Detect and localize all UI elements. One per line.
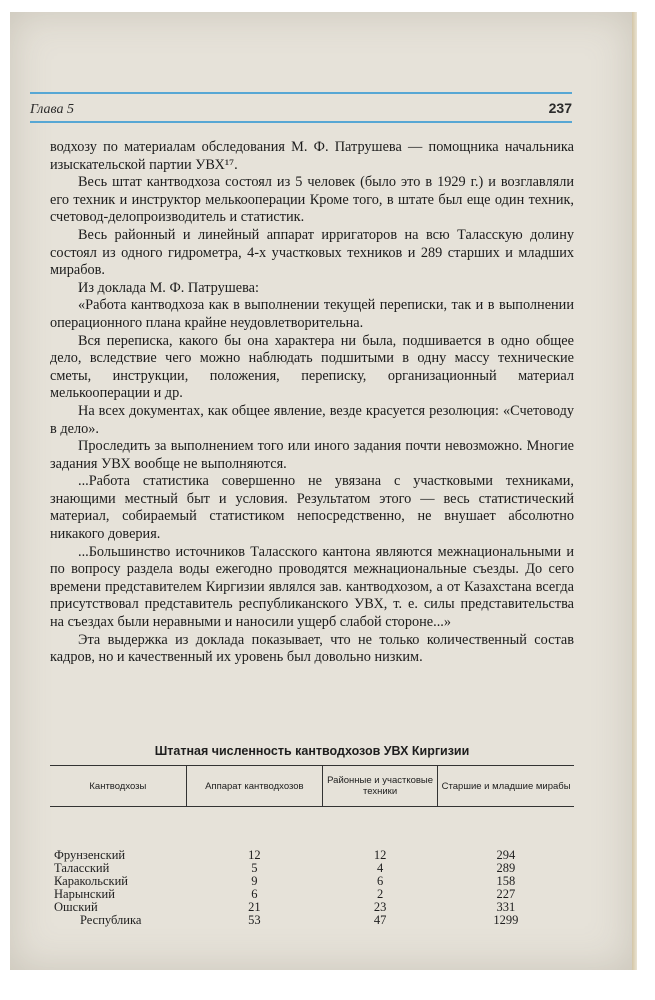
table-cell-name: Нарынский bbox=[54, 887, 115, 901]
column-header: Кантводхозы bbox=[50, 766, 186, 807]
table-row bbox=[50, 862, 574, 875]
paragraph: Проследить за выполнением того или иного задания почти невозможно. Многие задания УВХ вообще не выполняются. bbox=[50, 438, 574, 472]
table-cell-name: Каракольский bbox=[54, 874, 128, 888]
table-cell-value: 2 bbox=[376, 887, 384, 901]
paragraph: ...Работа статистика совершенно не увязана с участковыми техниками, знающими местный быт и условия. Результатом этого — весь статистический материал, собираемый статистиком непосредственно, не внушает абсолютно никакого доверия. bbox=[50, 473, 574, 543]
table-cell-value: 289 bbox=[496, 861, 516, 875]
table-cell-name: Таласский bbox=[54, 861, 110, 875]
paragraph: Из доклада М. Ф. Патрушева: bbox=[78, 279, 259, 296]
table-cell-value: 12 bbox=[373, 848, 387, 862]
table-cell-value: 294 bbox=[496, 848, 516, 862]
table-cell-value: 12 bbox=[248, 848, 261, 862]
paragraph: «Работа кантводхоза как в выполнении текущей переписки, так и в выполнении операционного плана крайне неудовлетворительна. bbox=[50, 297, 574, 331]
chapter-label: Глава 5 bbox=[30, 102, 74, 117]
paragraph: Вся переписка, какого бы она характера ни была, подшивается в одно общее дело, вследствие чего можно наблюдать подшитыми в одну массу технические сметы, инструкции, положения, переписку, организационный материал мелькооперации и др. bbox=[50, 332, 574, 402]
table-cell-value: 23 bbox=[373, 900, 387, 914]
header-top-rule bbox=[30, 92, 572, 94]
running-header bbox=[30, 100, 572, 122]
table-cell-value: 227 bbox=[496, 887, 516, 901]
table-cell-name: Ошский bbox=[54, 900, 98, 914]
table-cell-value: 4 bbox=[376, 861, 384, 875]
column-header: Районные и участковые техники bbox=[322, 766, 437, 807]
paragraph: Весь штат кантводхоза состоял из 5 человек (было это в 1929 г.) и возглавляли его техник и инструктор мелькооперации Кроме того, в штате был еще один техник, счетовод-делопроизводитель и статистик. bbox=[50, 174, 574, 226]
table-cell-value: 5 bbox=[251, 861, 258, 875]
body-text bbox=[50, 139, 574, 667]
table-row bbox=[50, 888, 574, 901]
paragraph: водхозу по материалам обследования М. Ф. Патрушева — помощника начальника изыскательской партии УВХ¹⁷. bbox=[50, 139, 574, 173]
table-row bbox=[50, 849, 574, 862]
page-number: 237 bbox=[548, 100, 572, 116]
table-title: Штатная численность кантводхозов УВХ Киргизии bbox=[154, 744, 470, 758]
paragraph: Эта выдержка из доклада показывает, что не только количественный состав кадров, но и качественный их уровень был довольно низким. bbox=[50, 631, 574, 666]
table-row bbox=[50, 875, 574, 888]
table-cell-value: 6 bbox=[376, 874, 384, 888]
table-row bbox=[50, 914, 574, 927]
paragraph: ...Большинство источников Таласского кантона являются межнациональными и по вопросу раздела воды ежегодно проводятся межнациональные съезды. До сего времени представителем Киргизии являлся зав. кантводхозом, а от Казахстана всегда присутствовал представитель республиканского УВХ, т. е. силы представительства на съездах были неравными и наносили ущерб слабой стороне...» bbox=[50, 543, 574, 631]
table-cell-value: 9 bbox=[251, 874, 258, 888]
table-cell-name: Фрунзенский bbox=[54, 848, 126, 862]
table-header-row bbox=[50, 766, 574, 807]
table-spacer-row bbox=[50, 807, 574, 850]
column-header: Аппарат кантводхозов bbox=[186, 766, 322, 807]
table-cell-value: 6 bbox=[251, 887, 258, 901]
table-cell-value: 1299 bbox=[493, 913, 519, 927]
table-cell-value: 158 bbox=[496, 874, 516, 888]
paragraph: На всех документах, как общее явление, везде красуется резолюция: «Счетоводу в дело». bbox=[50, 402, 574, 437]
header-bottom-rule bbox=[30, 121, 572, 123]
table-cell-value: 47 bbox=[373, 913, 387, 927]
staff-table bbox=[50, 765, 574, 927]
column-header: Старшие и младшие мирабы bbox=[438, 766, 574, 807]
table-body bbox=[50, 807, 574, 928]
table-cell-value: 21 bbox=[248, 900, 261, 914]
table-cell-value: 331 bbox=[496, 900, 516, 914]
table-cell-value: 53 bbox=[248, 913, 261, 927]
paragraph: Весь районный и линейный аппарат ирригаторов на всю Таласскую долину состоял из одного гидрометра, 4-х участковых техников и 289 старших и младших мирабов. bbox=[50, 226, 574, 279]
table-cell-name: Республика bbox=[80, 913, 142, 927]
